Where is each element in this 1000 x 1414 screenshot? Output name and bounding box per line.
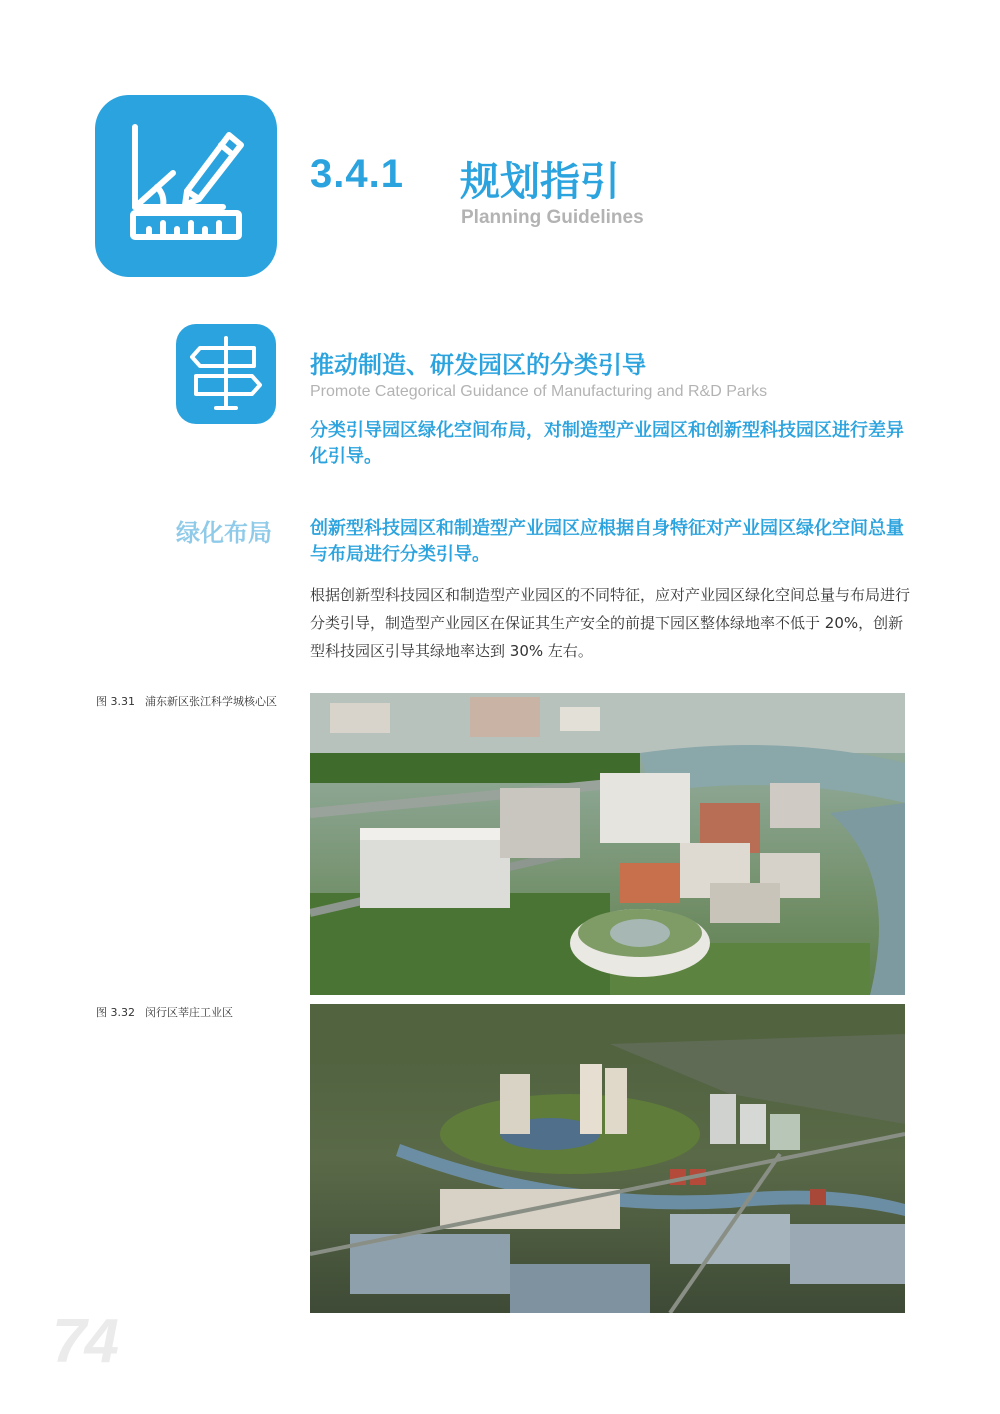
section-number: 3.4.1 [310, 152, 404, 196]
ruler-pencil-icon [95, 95, 277, 277]
figure-caption-text: 闵行区莘庄工业区 [145, 1006, 233, 1019]
subsection-title: 推动制造、研发园区的分类引导 [310, 351, 646, 379]
figure-number: 图 3.32 [96, 1006, 135, 1019]
subsection-subtitle: Promote Categorical Guidance of Manufacturing and R&D Parks [310, 383, 768, 400]
section-title: 规划指引 [460, 159, 620, 205]
aerial-render-xinzhuang [310, 1004, 905, 1313]
aerial-photo-zhangjiang [310, 693, 905, 995]
paragraph-heading: 创新型科技园区和制造型产业园区应根据自身特征对产业园区绿化空间总量与布局进行分类引导。 [310, 518, 904, 565]
side-label: 绿化布局 [176, 519, 272, 547]
paragraph-body: 根据创新型科技园区和制造型产业园区的不同特征，应对产业园区绿化空间总量与布局进行分类引导，制造型产业园区在保证其生产安全的前提下园区整体绿地率不低于 20%，创新型科技园区引导其绿地率达到 30% 左右。 [310, 586, 911, 660]
planning-section-icon [95, 95, 277, 277]
subsection-icon [176, 324, 276, 424]
figure-caption [96, 1004, 233, 1020]
page-number: 74 [52, 1307, 117, 1376]
figure-number: 图 3.31 [96, 695, 135, 708]
signpost-icon [176, 324, 276, 424]
figure-caption [96, 693, 277, 709]
section-subtitle: Planning Guidelines [461, 207, 644, 228]
figure-caption-text: 浦东新区张江科学城核心区 [145, 695, 277, 708]
subsection-lead: 分类引导园区绿化空间布局，对制造型产业园区和创新型科技园区进行差异化引导。 [310, 420, 904, 467]
